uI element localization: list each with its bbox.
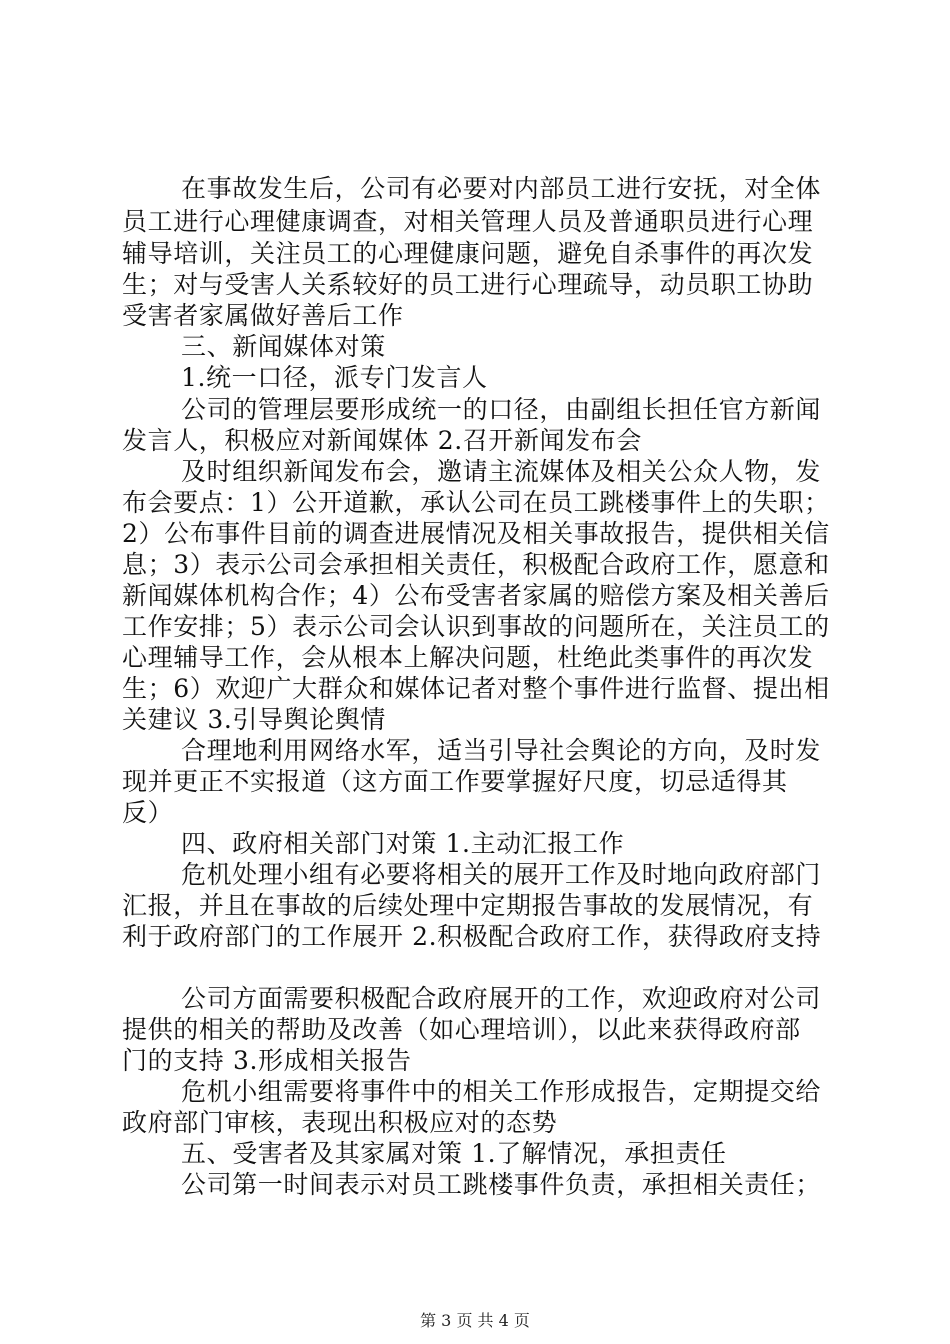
text-line: 在事故发生后，公司有必要对内部员工进行安抚，对全体 bbox=[181, 174, 822, 203]
text-line: 合理地利用网络水军，适当引导社会舆论的方向，及时发 bbox=[181, 736, 822, 765]
text-line: 政府部门审核，表现出积极应对的态势 bbox=[122, 1108, 558, 1137]
text-line: 反） bbox=[122, 798, 174, 827]
text-line: 生；6）欢迎广大群众和媒体记者对整个事件进行监督、提出相 bbox=[122, 674, 830, 703]
text-line: 辅导培训，关注员工的心理健康问题，避免自杀事件的再次发 bbox=[122, 239, 814, 268]
text-line: 发言人，积极应对新闻媒体 2.召开新闻发布会 bbox=[122, 426, 643, 455]
text-line: 生；对与受害人关系较好的员工进行心理疏导，动员职工协助 bbox=[122, 270, 814, 299]
text-line: 利于政府部门的工作展开 2.积极配合政府工作，获得政府支持 bbox=[122, 922, 822, 951]
text-line: 门的支持 3.形成相关报告 bbox=[122, 1046, 412, 1075]
text-line: 汇报，并且在事故的后续处理中定期报告事故的发展情况，有 bbox=[122, 891, 814, 920]
text-line: 公司第一时间表示对员工跳楼事件负责，承担相关责任； bbox=[181, 1170, 822, 1199]
text-line: 2）公布事件目前的调查进展情况及相关事故报告，提供相关信 bbox=[122, 519, 830, 548]
text-line: 受害者家属做好善后工作 bbox=[122, 301, 404, 330]
text-line: 新闻媒体机构合作；4）公布受害者家属的赔偿方案及相关善后 bbox=[122, 581, 830, 610]
subsection-heading: 1.统一口径，派专门发言人 bbox=[181, 363, 488, 392]
text-line: 现并更正不实报道（这方面工作要掌握好尺度，切忌适得其 bbox=[122, 767, 788, 796]
text-line: 布会要点：1）公开道歉，承认公司在员工跳楼事件上的失职； bbox=[122, 488, 830, 517]
section-heading: 五、受害者及其家属对策 1.了解情况，承担责任 bbox=[181, 1139, 727, 1168]
text-line: 工作安排；5）表示公司会认识到事故的问题所在，关注员工的 bbox=[122, 612, 830, 641]
text-line: 公司的管理层要形成统一的口径，由副组长担任官方新闻 bbox=[181, 395, 822, 424]
text-line: 危机处理小组有必要将相关的展开工作及时地向政府部门 bbox=[181, 860, 822, 889]
text-line: 息；3）表示公司会承担相关责任，积极配合政府工作，愿意和 bbox=[122, 550, 830, 579]
text-line: 员工进行心理健康调查，对相关管理人员及普通职员进行心理 bbox=[122, 207, 814, 236]
text-line: 提供的相关的帮助及改善（如心理培训），以此来获得政府部 bbox=[122, 1015, 801, 1044]
page-number-footer: 第 3 页 共 4 页 bbox=[420, 1311, 530, 1330]
text-line: 公司方面需要积极配合政府展开的工作，欢迎政府对公司 bbox=[181, 984, 822, 1013]
text-line: 及时组织新闻发布会，邀请主流媒体及相关公众人物，发 bbox=[181, 457, 822, 486]
text-line: 危机小组需要将事件中的相关工作形成报告，定期提交给 bbox=[181, 1077, 822, 1106]
section-heading: 三、新闻媒体对策 bbox=[181, 332, 386, 361]
section-heading: 四、政府相关部门对策 1.主动汇报工作 bbox=[181, 829, 625, 858]
text-line: 关建议 3.引导舆论舆情 bbox=[122, 705, 387, 734]
text-line: 心理辅导工作，会从根本上解决问题，杜绝此类事件的再次发 bbox=[122, 643, 814, 672]
